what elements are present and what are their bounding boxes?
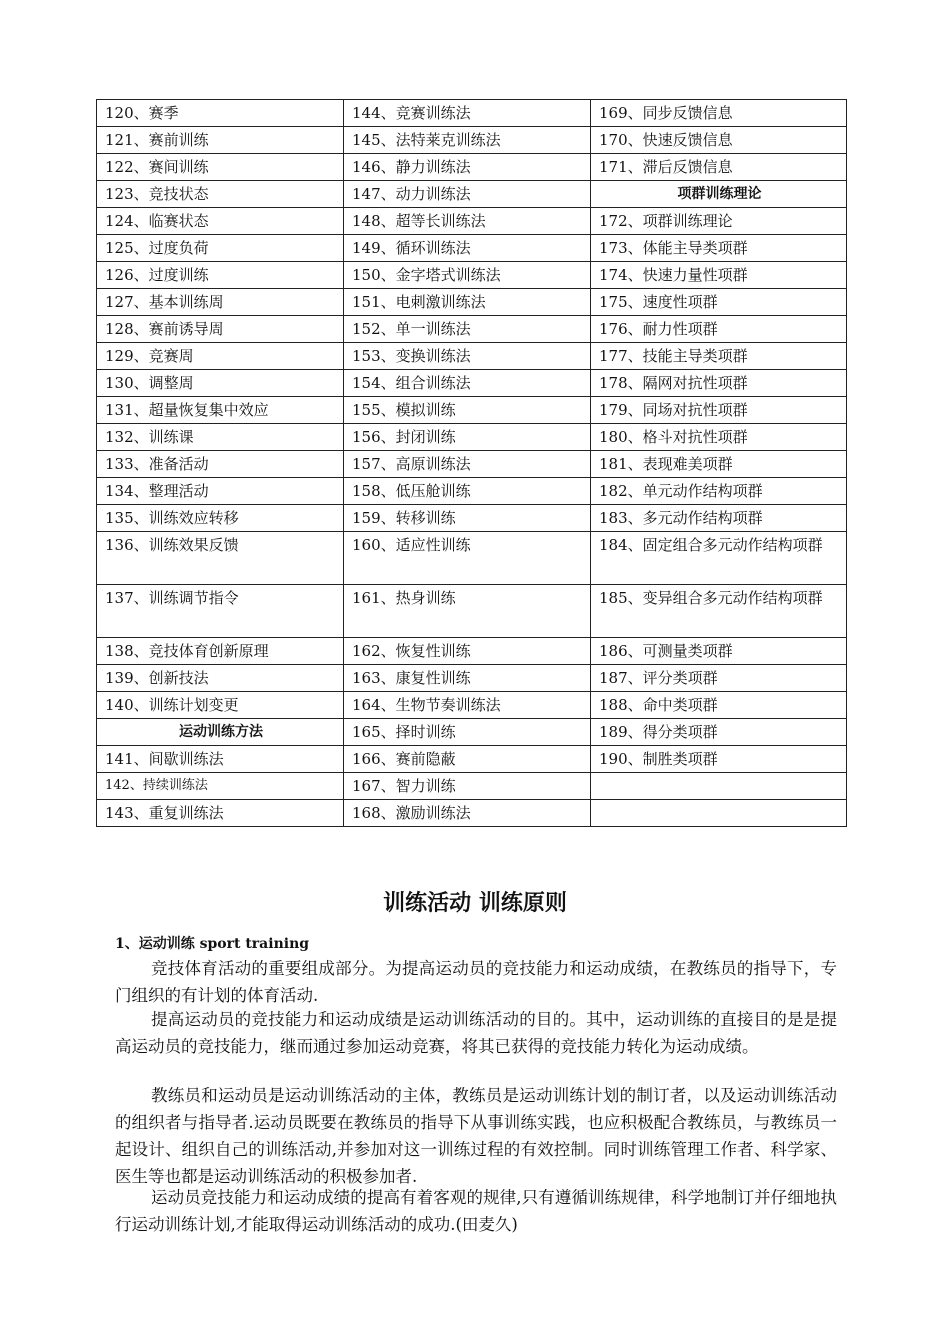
table-cell: 177、技能主导类项群 — [591, 343, 847, 370]
table-cell: 171、滞后反馈信息 — [591, 154, 847, 181]
table-cell: 163、康复性训练 — [344, 665, 591, 692]
table-cell: 149、循环训练法 — [344, 235, 591, 262]
table-cell: 175、速度性项群 — [591, 289, 847, 316]
table-cell: 185、变异组合多元动作结构项群 — [591, 585, 847, 638]
table-row — [97, 154, 847, 181]
table-cell: 156、封闭训练 — [344, 424, 591, 451]
table-cell: 158、低压舱训练 — [344, 478, 591, 505]
paragraph-4: 运动员竞技能力和运动成绩的提高有着客观的规律,只有遵循训练规律，科学地制订并仔细地执行运动训练计划,才能取得运动训练活动的成功.(田麦久) — [115, 1188, 837, 1234]
table-section-header: 运动训练方法 — [97, 719, 344, 746]
table-cell — [591, 773, 847, 800]
table-cell: 121、赛前训练 — [97, 127, 344, 154]
table-cell — [591, 800, 847, 827]
table-row — [97, 719, 847, 746]
table-cell: 136、训练效果反馈 — [97, 532, 344, 585]
table-cell: 152、单一训练法 — [344, 316, 591, 343]
table-row — [97, 424, 847, 451]
table-cell: 138、竞技体育创新原理 — [97, 638, 344, 665]
table-cell: 176、耐力性项群 — [591, 316, 847, 343]
table-cell: 129、竞赛周 — [97, 343, 344, 370]
table-row — [97, 289, 847, 316]
table-cell: 178、隔网对抗性项群 — [591, 370, 847, 397]
table-row — [97, 692, 847, 719]
table-cell: 131、超量恢复集中效应 — [97, 397, 344, 424]
table-cell: 125、过度负荷 — [97, 235, 344, 262]
table-cell: 187、评分类项群 — [591, 665, 847, 692]
table-cell: 145、法特莱克训练法 — [344, 127, 591, 154]
table-cell: 139、创新技法 — [97, 665, 344, 692]
table-cell: 137、训练调节指令 — [97, 585, 344, 638]
table-cell: 120、赛季 — [97, 100, 344, 127]
paragraph-2: 提高运动员的竞技能力和运动成绩是运动训练活动的目的。其中，运动训练的直接目的是是提高运动员的竞技能力，继而通过参加运动竞赛，将其已获得的竞技能力转化为运动成绩。 — [115, 1010, 837, 1056]
table-row — [97, 585, 847, 638]
table-cell: 150、金字塔式训练法 — [344, 262, 591, 289]
table-row — [97, 746, 847, 773]
table-cell: 135、训练效应转移 — [97, 505, 344, 532]
table-row — [97, 665, 847, 692]
table-cell: 188、命中类项群 — [591, 692, 847, 719]
table-cell: 143、重复训练法 — [97, 800, 344, 827]
table-cell: 140、训练计划变更 — [97, 692, 344, 719]
table-cell: 157、高原训练法 — [344, 451, 591, 478]
table-cell: 169、同步反馈信息 — [591, 100, 847, 127]
table-cell: 164、生物节奏训练法 — [344, 692, 591, 719]
table-cell: 165、择时训练 — [344, 719, 591, 746]
table-cell: 168、激励训练法 — [344, 800, 591, 827]
table-row — [97, 478, 847, 505]
table-cell: 151、电刺激训练法 — [344, 289, 591, 316]
table-cell: 179、同场对抗性项群 — [591, 397, 847, 424]
table-cell: 130、调整周 — [97, 370, 344, 397]
table-cell: 189、得分类项群 — [591, 719, 847, 746]
subheading: 1、运动训练 sport training — [115, 936, 310, 952]
table-cell: 126、过度训练 — [97, 262, 344, 289]
table-row — [97, 773, 847, 800]
table-row — [97, 235, 847, 262]
table-cell: 132、训练课 — [97, 424, 344, 451]
table-cell: 147、动力训练法 — [344, 181, 591, 208]
table-row — [97, 262, 847, 289]
term-table-body — [97, 100, 847, 827]
table-cell: 167、智力训练 — [344, 773, 591, 800]
table-cell: 181、表现难美项群 — [591, 451, 847, 478]
table-row — [97, 638, 847, 665]
table-cell: 174、快速力量性项群 — [591, 262, 847, 289]
section-title: 训练活动 训练原则 — [383, 891, 567, 916]
table-cell: 148、超等长训练法 — [344, 208, 591, 235]
table-cell: 173、体能主导类项群 — [591, 235, 847, 262]
table-cell: 134、整理活动 — [97, 478, 344, 505]
table-row — [97, 505, 847, 532]
table-row — [97, 181, 847, 208]
table-cell: 127、基本训练周 — [97, 289, 344, 316]
table-cell: 160、适应性训练 — [344, 532, 591, 585]
paragraph-3: 教练员和运动员是运动训练活动的主体，教练员是运动训练计划的制订者，以及运动训练活动的组织者与指导者.运动员既要在教练员的指导下从事训练实践，也应积极配合教练员，与教练员一起设计、组织自己的训练活动,并参加对这一训练过程的有效控制。同时训练管理工作者、科学家、医生等也都是运动训练活动的积极参加者. — [115, 1086, 837, 1186]
table-cell: 172、项群训练理论 — [591, 208, 847, 235]
table-cell: 141、间歇训练法 — [97, 746, 344, 773]
table-cell: 166、赛前隐蔽 — [344, 746, 591, 773]
table-cell: 122、赛间训练 — [97, 154, 344, 181]
table-cell: 161、热身训练 — [344, 585, 591, 638]
table-cell: 190、制胜类项群 — [591, 746, 847, 773]
table-row — [97, 532, 847, 585]
table-cell: 186、可测量类项群 — [591, 638, 847, 665]
table-row — [97, 343, 847, 370]
table-cell: 124、临赛状态 — [97, 208, 344, 235]
table-cell: 184、固定组合多元动作结构项群 — [591, 532, 847, 585]
table-cell: 170、快速反馈信息 — [591, 127, 847, 154]
paragraph-1: 竞技体育活动的重要组成部分。为提高运动员的竞技能力和运动成绩，在教练员的指导下，专门组织的有计划的体育活动. — [115, 959, 837, 1005]
table-row — [97, 316, 847, 343]
table-cell: 162、恢复性训练 — [344, 638, 591, 665]
table-row — [97, 397, 847, 424]
table-cell: 183、多元动作结构项群 — [591, 505, 847, 532]
table-row — [97, 370, 847, 397]
table-row — [97, 208, 847, 235]
table-cell: 133、准备活动 — [97, 451, 344, 478]
table-cell: 144、竞赛训练法 — [344, 100, 591, 127]
table-cell: 123、竞技状态 — [97, 181, 344, 208]
table-row — [97, 800, 847, 827]
table-cell: 159、转移训练 — [344, 505, 591, 532]
table-cell: 128、赛前诱导周 — [97, 316, 344, 343]
table-row — [97, 100, 847, 127]
table-cell: 154、组合训练法 — [344, 370, 591, 397]
table-row — [97, 127, 847, 154]
table-cell: 182、单元动作结构项群 — [591, 478, 847, 505]
table-cell: 142、持续训练法 — [97, 773, 344, 800]
table-cell: 155、模拟训练 — [344, 397, 591, 424]
table-cell: 153、变换训练法 — [344, 343, 591, 370]
term-table — [96, 99, 847, 827]
table-cell: 180、格斗对抗性项群 — [591, 424, 847, 451]
table-section-header: 项群训练理论 — [591, 181, 847, 208]
table-row — [97, 451, 847, 478]
table-cell: 146、静力训练法 — [344, 154, 591, 181]
